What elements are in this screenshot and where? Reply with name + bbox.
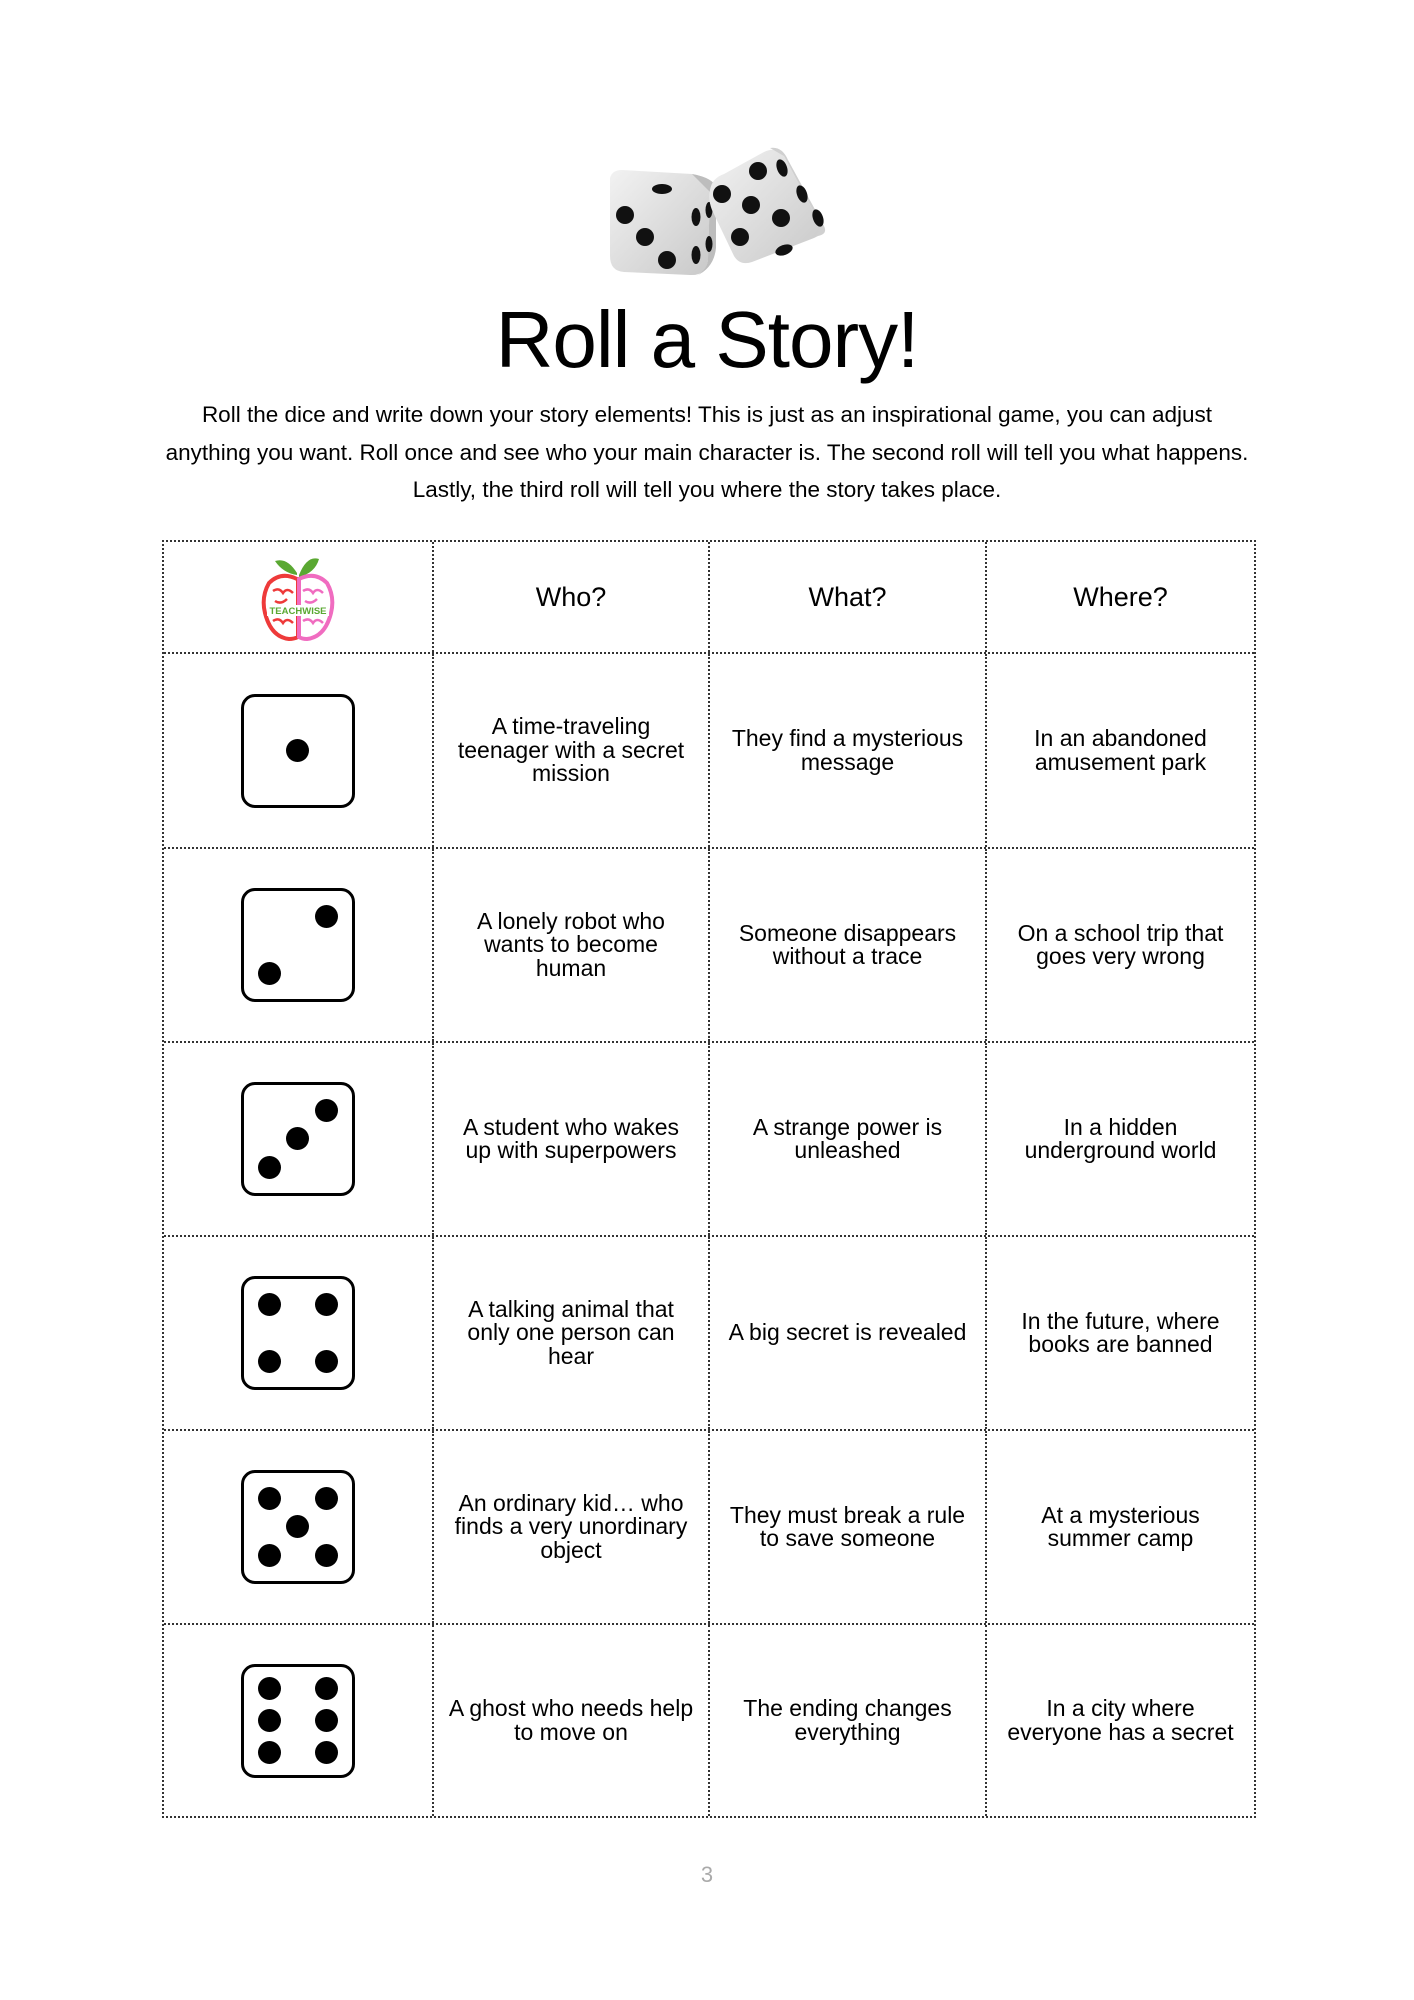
who-cell: A talking animal that only one person can hear bbox=[434, 1237, 710, 1429]
table-row bbox=[164, 1431, 1254, 1625]
table-row bbox=[164, 654, 1254, 849]
who-cell: An ordinary kid… who finds a very unordinary object bbox=[434, 1431, 710, 1623]
table-header-row bbox=[164, 542, 1254, 654]
who-cell: A lonely robot who wants to become human bbox=[434, 849, 710, 1041]
table-row bbox=[164, 849, 1254, 1043]
what-cell: Someone disappears without a trace bbox=[710, 849, 987, 1041]
where-cell: In a city where everyone has a secret bbox=[1007, 1695, 1234, 1745]
logo-cell bbox=[164, 542, 434, 652]
table-row bbox=[164, 1625, 1254, 1816]
who-cell: A time-traveling teenager with a secret mission bbox=[434, 654, 710, 847]
page-number: 3 bbox=[700, 1862, 714, 1887]
what-cell: A big secret is revealed bbox=[710, 1237, 987, 1429]
where-cell: On a school trip that goes very wrong bbox=[1017, 919, 1224, 969]
where-cell: In a hidden underground world bbox=[1024, 1113, 1217, 1163]
what-cell: The ending changes everything bbox=[710, 1625, 987, 1816]
what-cell: A strange power is unleashed bbox=[710, 1043, 987, 1235]
what-cell: They find a mysterious message bbox=[710, 654, 987, 847]
where-cell: At a mysterious summer camp bbox=[1041, 1501, 1200, 1551]
die-face-3-icon bbox=[241, 1082, 355, 1196]
where-cell: In an abandoned amusement park bbox=[1034, 725, 1207, 775]
column-header-who: Who? bbox=[434, 542, 710, 652]
table-row bbox=[164, 1043, 1254, 1237]
die-face-2-icon bbox=[241, 888, 355, 1002]
story-table bbox=[162, 540, 1256, 1818]
teachwise-apple-logo-icon bbox=[261, 551, 335, 643]
page-title: Roll a Story! bbox=[495, 295, 919, 384]
table-row bbox=[164, 1237, 1254, 1431]
instructions-text: Roll the dice and write down your story elements! This is just as an inspirational game, you can adjust anything you want. Roll once and see who your main character is. The second roll will tell you what happens. Lastly, the third roll will tell you where the story takes place. bbox=[165, 402, 1249, 502]
die-face-1-icon bbox=[241, 694, 355, 808]
column-header-where: Where? bbox=[1073, 581, 1168, 612]
where-cell: In the future, where books are banned bbox=[1021, 1307, 1220, 1357]
what-cell: They must break a rule to save someone bbox=[710, 1431, 987, 1623]
who-cell: A student who wakes up with superpowers bbox=[434, 1043, 710, 1235]
column-header-what: What? bbox=[710, 542, 987, 652]
svg-text:TEACHWISE: TEACHWISE bbox=[269, 606, 327, 617]
two-dice-icon bbox=[592, 130, 832, 280]
die-face-5-icon bbox=[241, 1470, 355, 1584]
die-face-4-icon bbox=[241, 1276, 355, 1390]
die-face-6-icon bbox=[241, 1664, 355, 1778]
who-cell: A ghost who needs help to move on bbox=[434, 1625, 710, 1816]
